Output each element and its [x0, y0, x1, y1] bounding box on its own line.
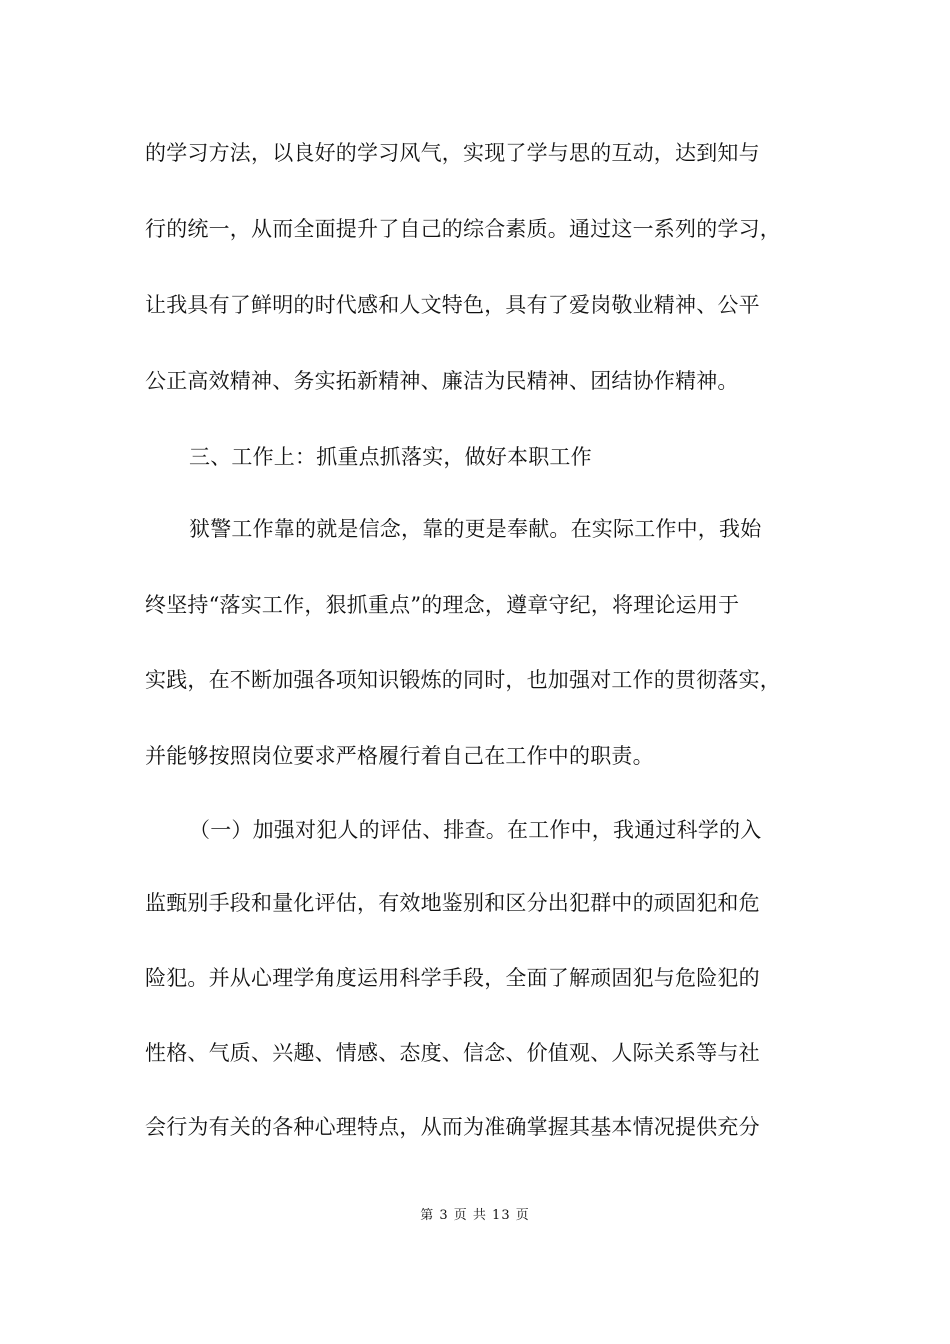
paragraph-line: 终坚持“落实工作，狠抓重点”的理念，遵章守纪，将理论运用于: [145, 593, 740, 617]
paragraph-line: 并能够按照岗位要求严格履行着自己在工作中的职责。: [145, 744, 654, 768]
paragraph-line: 公正高效精神、务实拓新精神、廉洁为民精神、团结协作精神。: [145, 369, 739, 393]
paragraph-line: 监甄别手段和量化评估，有效地鉴别和区分出犯群中的顽固犯和危: [145, 891, 760, 915]
paragraph-line: （一）加强对犯人的评估、排查。在工作中，我通过科学的入: [189, 818, 762, 842]
paragraph-line: 让我具有了鲜明的时代感和人文特色，具有了爱岗敬业精神、公平: [145, 293, 760, 317]
paragraph-line: 会行为有关的各种心理特点，从而为准确掌握其基本情况提供充分: [145, 1115, 760, 1139]
paragraph-line: 险犯。并从心理学角度运用科学手段，全面了解顽固犯与危险犯的: [145, 966, 760, 990]
section-heading: 三、工作上：抓重点抓落实，做好本职工作: [189, 445, 592, 469]
paragraph-line: 性格、气质、兴趣、情感、态度、信念、价值观、人际关系等与社: [145, 1041, 760, 1065]
paragraph-line: 实践，在不断加强各项知识锻炼的同时，也加强对工作的贯彻落实，: [145, 668, 781, 692]
page-number-footer: 第 3 页 共 13 页: [420, 1208, 530, 1223]
paragraph-line: 的学习方法，以良好的学习风气，实现了学与思的互动，达到知与: [145, 141, 760, 165]
paragraph-line: 行的统一，从而全面提升了自己的综合素质。通过这一系列的学习，: [145, 217, 781, 241]
paragraph-line: 狱警工作靠的就是信念，靠的更是奉献。在实际工作中，我始: [189, 517, 762, 541]
